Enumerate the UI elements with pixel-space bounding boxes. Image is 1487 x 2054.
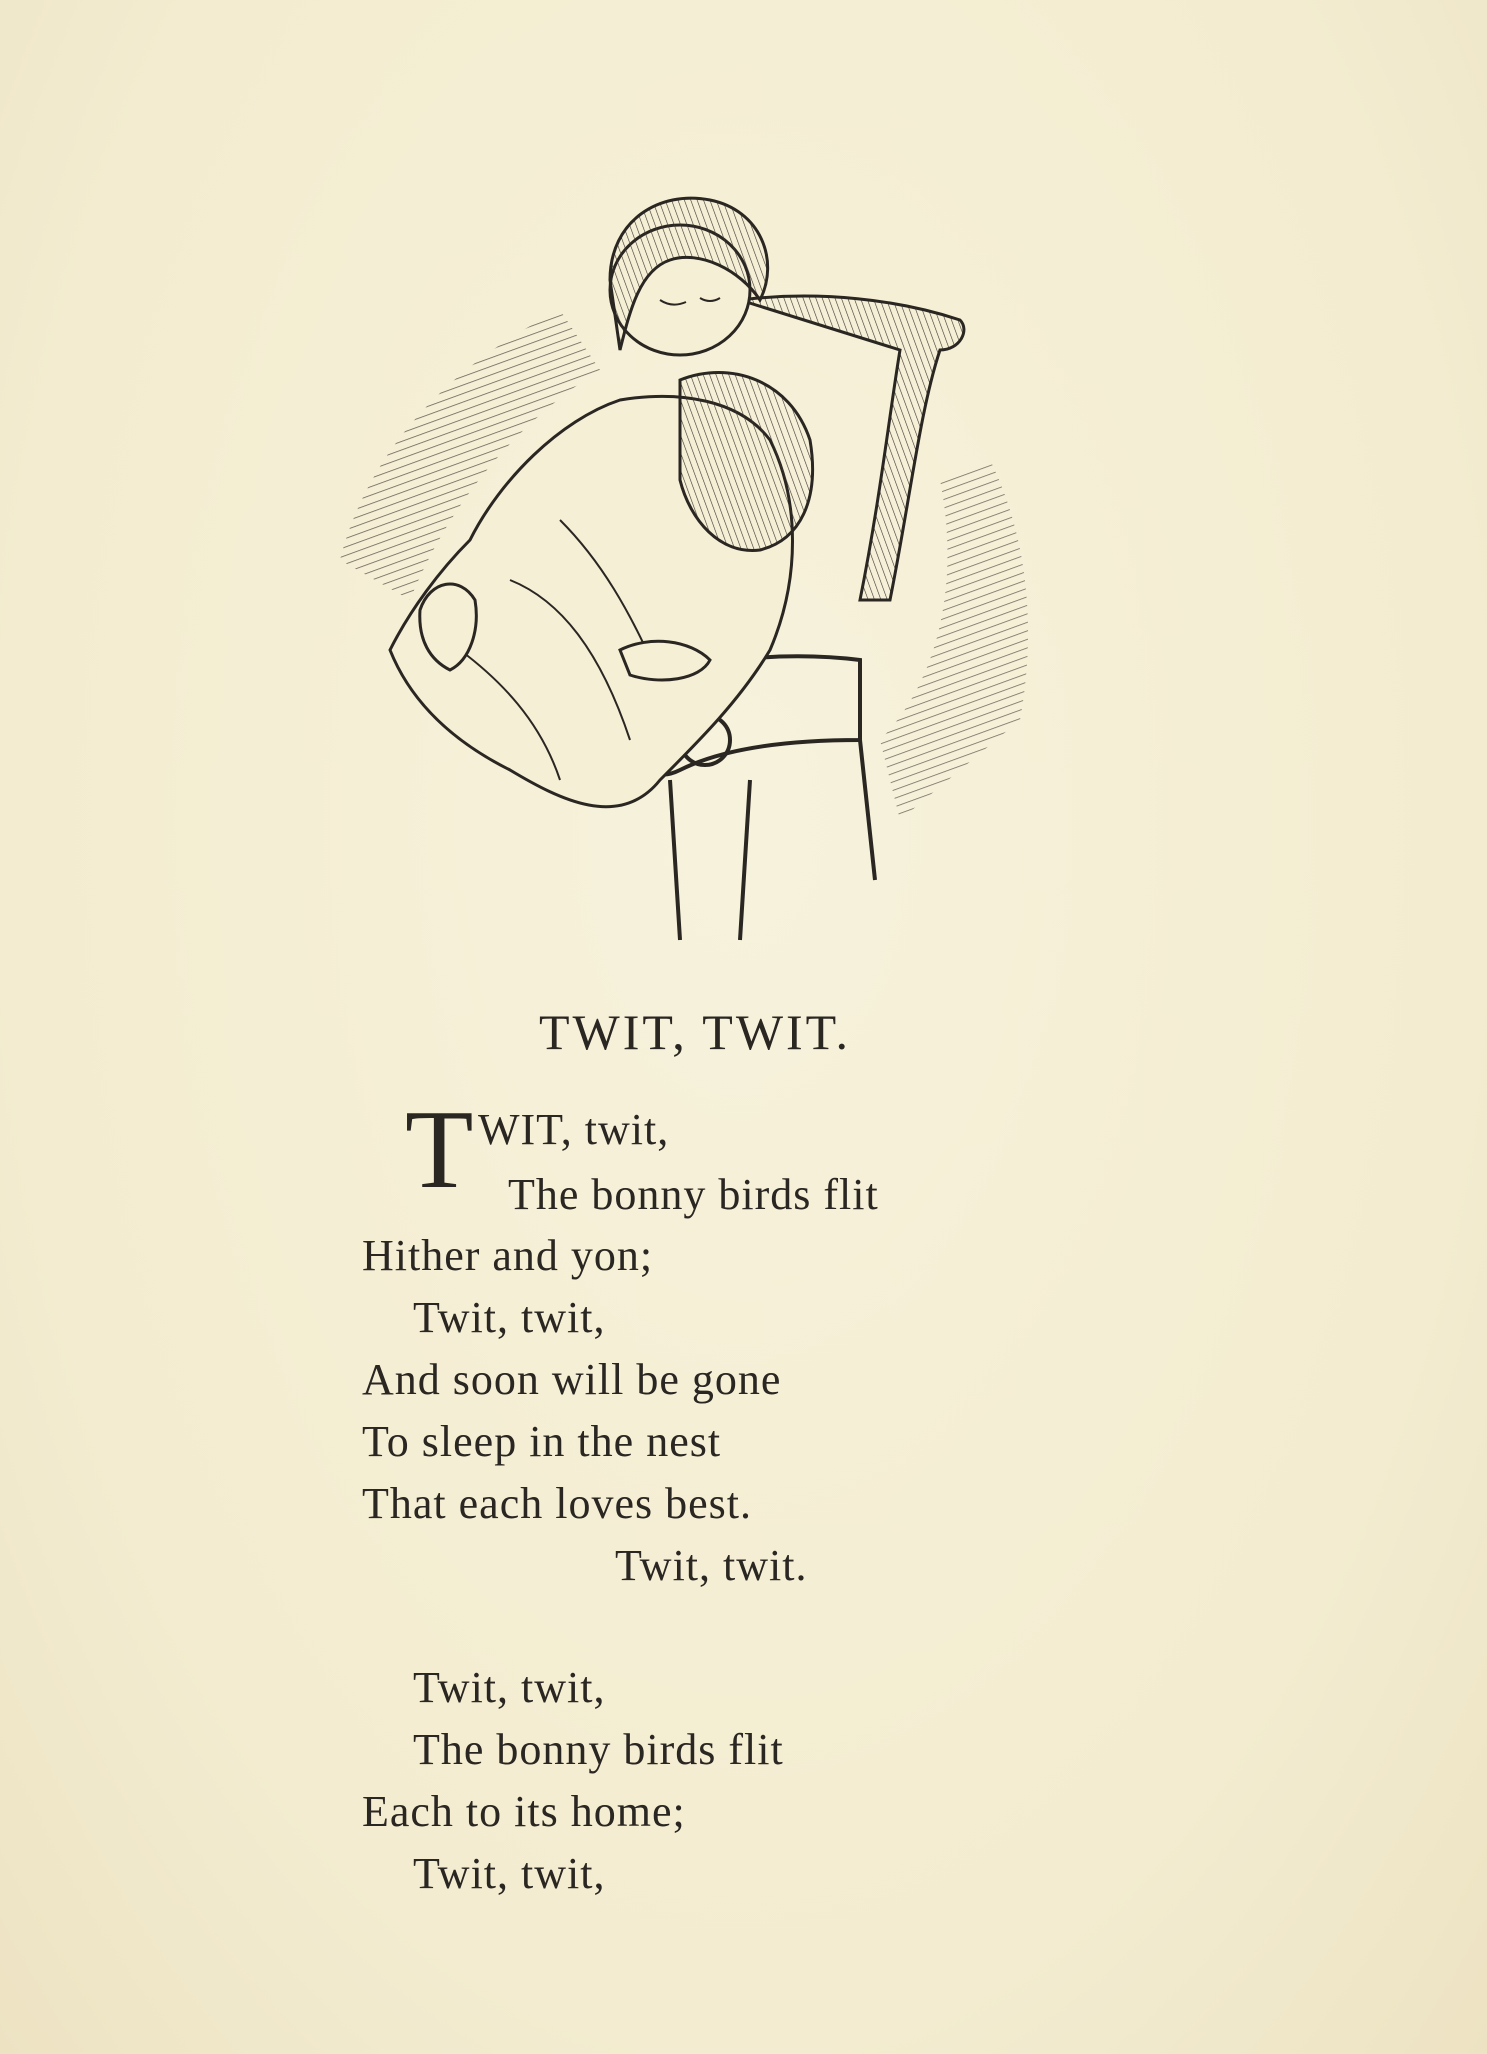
drop-cap: T <box>405 1088 475 1212</box>
first-line-text: WIT, twit, <box>478 1105 670 1154</box>
poem-line: Twit, twit, <box>413 1849 606 1898</box>
poem-title: TWIT, TWIT. <box>538 1004 852 1060</box>
poem-line: Twit, twit, <box>413 1293 606 1342</box>
illustration-girl-asleep-in-chair <box>300 180 1080 960</box>
poem-line: Twit, twit, <box>413 1663 606 1712</box>
poem-line: And soon will be gone <box>362 1355 782 1404</box>
poem-line: Hither and yon; <box>362 1231 654 1280</box>
poem-line: The bonny birds flit <box>508 1170 879 1219</box>
poem-line: To sleep in the nest <box>362 1417 722 1466</box>
poem-line: That each loves best. <box>362 1479 752 1528</box>
poem-line: Each to its home; <box>362 1787 686 1836</box>
poem-line: The bonny birds flit <box>413 1725 784 1774</box>
poem-line: Twit, twit. <box>615 1541 808 1590</box>
